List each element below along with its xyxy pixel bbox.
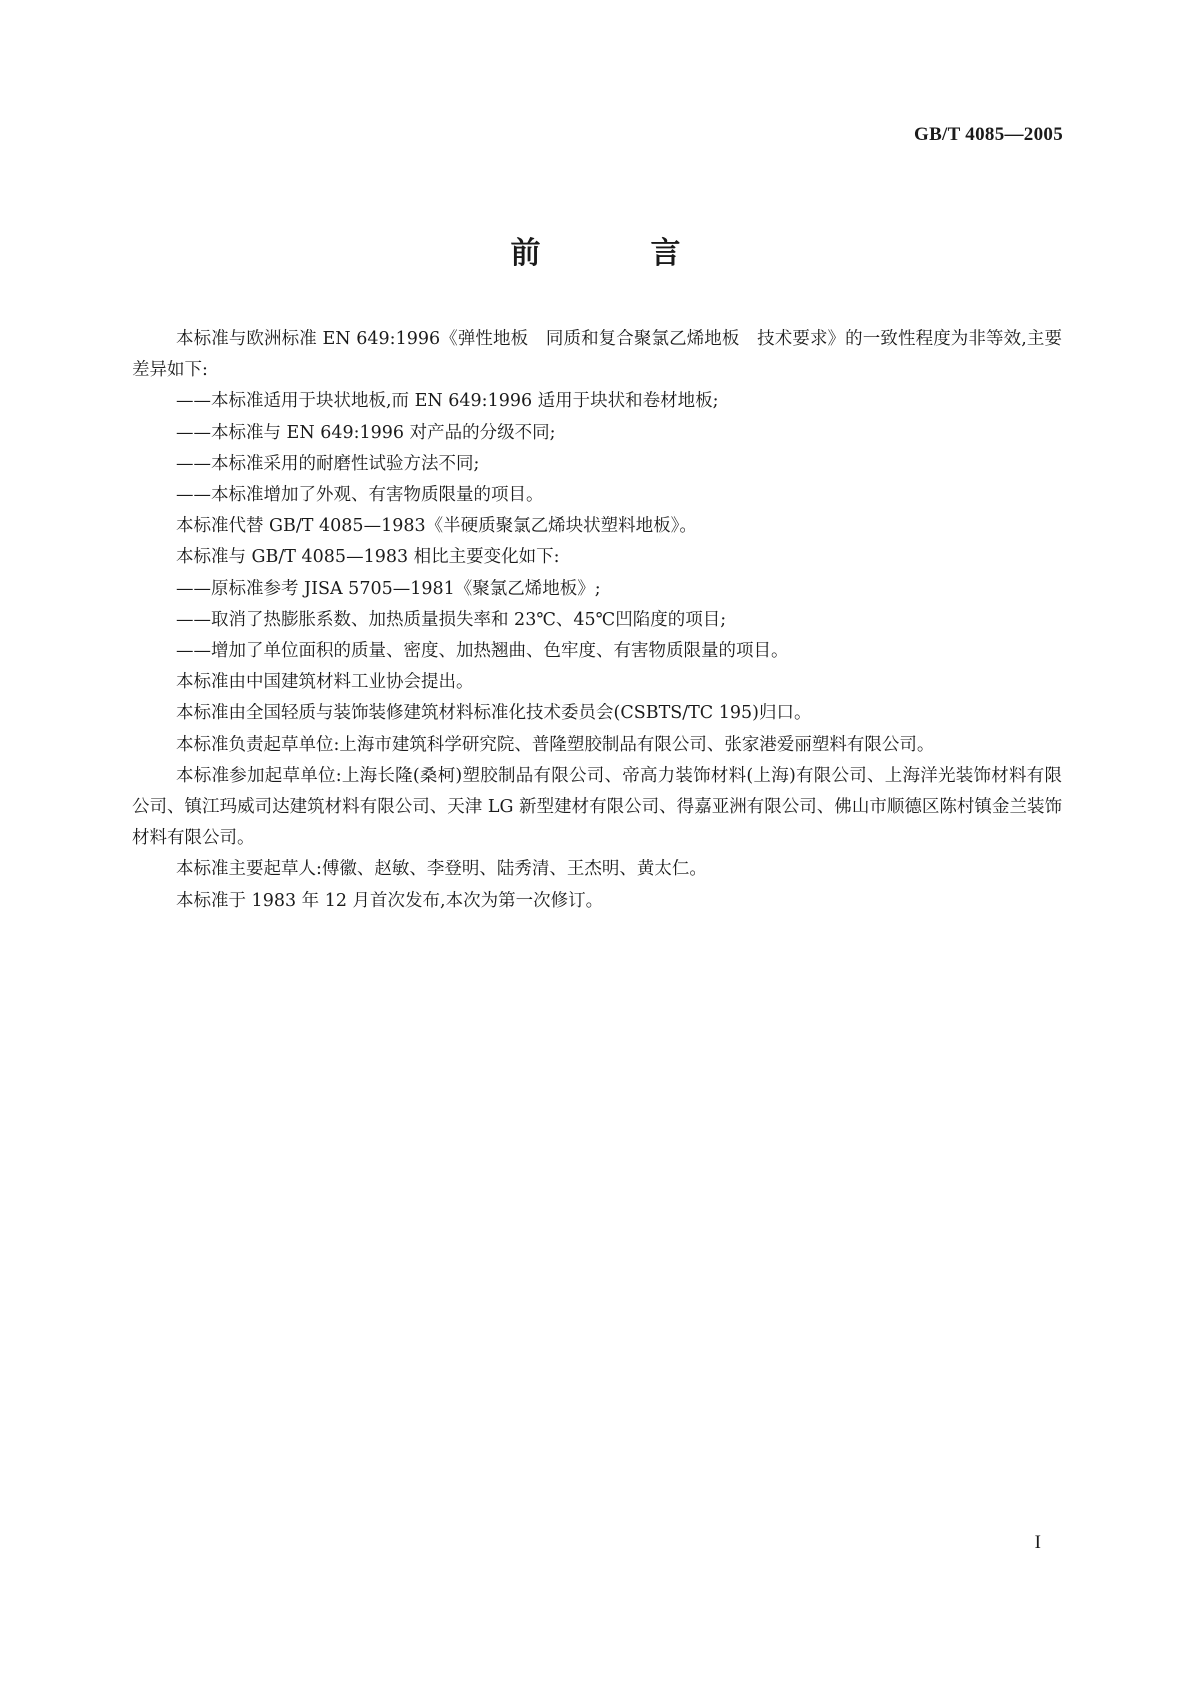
- paragraph: 本标准负责起草单位:上海市建筑科学研究院、普隆塑胶制品有限公司、张家港爱丽塑料有限公司。: [176, 734, 935, 755]
- page-title: 前 言: [510, 236, 721, 271]
- paragraph: 本标准由中国建筑材料工业协会提出。: [176, 672, 474, 693]
- paragraph: 本标准代替 GB/T 4085—1983《半硬质聚氯乙烯块状塑料地板》。: [176, 516, 697, 537]
- list-item: ——本标准采用的耐磨性试验方法不同;: [176, 453, 480, 474]
- paragraph: 本标准于 1983 年 12 月首次发布,本次为第一次修订。: [176, 890, 604, 911]
- list-item: ——本标准增加了外观、有害物质限量的项目。: [176, 485, 544, 506]
- paragraph: 本标准由全国轻质与装饰装修建筑材料标准化技术委员会(CSBTS/TC 195)归口。: [176, 703, 812, 724]
- paragraph: 本标准参加起草单位:上海长隆(桑柯)塑胶制品有限公司、帝高力装饰材料(上海)有限公司、上海洋光装饰材料有限公司、镇江玛威司达建筑材料有限公司、天津 LG 新型建材有限公司、得嘉亚洲有限公司、佛山市顺德区陈村镇金兰装饰材料有限公司。: [132, 765, 1062, 849]
- paragraph: 本标准主要起草人:傅徽、赵敏、李登明、陆秀清、王杰明、黄太仁。: [176, 859, 707, 880]
- list-item: ——本标准与 EN 649:1996 对产品的分级不同;: [176, 422, 556, 443]
- list-item: ——本标准适用于块状地板,而 EN 649:1996 适用于块状和卷材地板;: [176, 391, 719, 412]
- paragraph: 本标准与欧洲标准 EN 649:1996《弹性地板 同质和复合聚氯乙烯地板 技术要求》的一致性程度为非等效,主要差异如下:: [132, 329, 1062, 381]
- list-item: ——取消了热膨胀系数、加热质量损失率和 23℃、45℃凹陷度的项目;: [176, 609, 727, 630]
- standard-code: GB/T 4085—2005: [913, 124, 1063, 145]
- page-number: I: [1034, 1532, 1041, 1553]
- list-item: ——原标准参考 JISA 5705—1981《聚氯乙烯地板》;: [176, 578, 601, 599]
- foreword-body: [132, 324, 1062, 917]
- list-item: ——增加了单位面积的质量、密度、加热翘曲、色牢度、有害物质限量的项目。: [176, 641, 789, 662]
- paragraph: 本标准与 GB/T 4085—1983 相比主要变化如下:: [176, 547, 560, 568]
